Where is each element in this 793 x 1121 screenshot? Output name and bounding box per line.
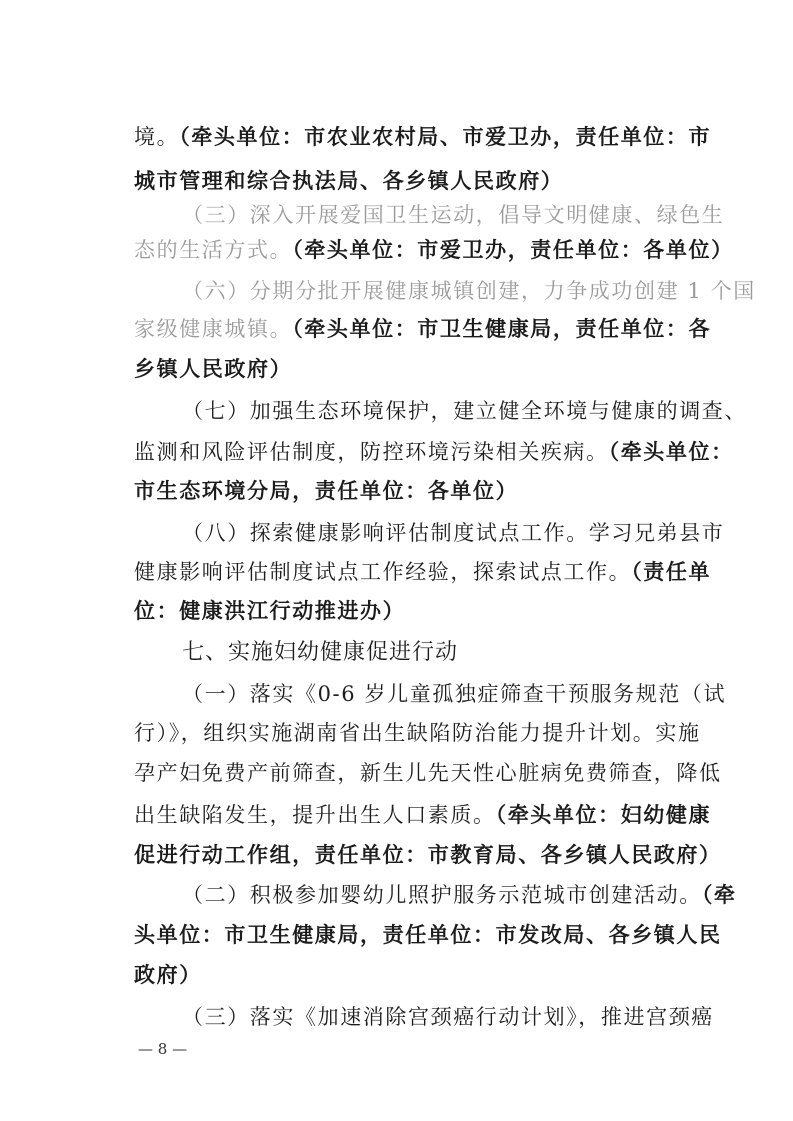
page-number: — 8 — xyxy=(138,1040,188,1058)
text-line xyxy=(182,276,756,306)
text-line xyxy=(134,596,694,626)
text-plain: （二）积极参加婴幼儿照护服务示范城市创建活动。 xyxy=(182,883,702,907)
text-bold: （责任单 xyxy=(631,559,712,584)
text-line xyxy=(134,235,734,265)
text-bold: 乡镇人民政府） xyxy=(134,356,293,381)
text-line xyxy=(134,476,694,506)
text-line xyxy=(182,1002,714,1032)
text-line xyxy=(182,396,747,426)
text-line xyxy=(134,960,694,990)
text-bold: 促进行动工作组，责任单位：市教育局、各乡镇人民政府） xyxy=(134,842,722,867)
text-line xyxy=(182,679,727,709)
text-plain: 监测和风险评估制度，防控环境污染相关疾病。 xyxy=(134,440,609,464)
text-bold: 市生态环境分局，责任单位：各单位） xyxy=(134,478,519,503)
text-line xyxy=(134,718,701,748)
text-faint: 家级健康城镇。 xyxy=(134,317,293,341)
text-bold: （牵头单位：市卫生健康局，责任单位：各 xyxy=(292,316,712,341)
text-plain: 出生缺陷发生，提升出生人口素质。 xyxy=(134,803,496,827)
text-line xyxy=(182,880,737,910)
text-line xyxy=(182,518,725,548)
text-plain: 健康影响评估制度试点工作经验，探索试点工作。 xyxy=(134,560,632,584)
text-plain: （七）加强生态环境保护，建立健全环境与健康的调查、 xyxy=(182,399,747,423)
text-line xyxy=(134,758,722,788)
text-plain: 孕产妇免费产前筛查，新生儿先天性心脏病免费筛查，降低 xyxy=(134,761,722,785)
text-line xyxy=(134,557,712,587)
text-bold: 头单位：市卫生健康局，责任单位：市发改局、各乡镇人民 xyxy=(134,922,722,947)
text-bold: 位：健康洪江行动推进办） xyxy=(134,598,406,623)
text-line xyxy=(134,122,712,152)
text-plain: （八）探索健康影响评估制度试点工作。学习兄弟县市 xyxy=(182,521,725,545)
text-bold: 政府） xyxy=(134,962,202,987)
text-line xyxy=(134,840,722,870)
text-line xyxy=(182,200,725,230)
text-plain: （一）落实《0-6 岁儿童孤独症筛查干预服务规范（试 xyxy=(182,682,727,706)
text-line xyxy=(134,800,712,830)
text-faint: 态的生活方式。 xyxy=(134,238,293,262)
text-line xyxy=(134,920,722,950)
text-line xyxy=(134,166,694,196)
heading-text: 七、实施妇幼健康促进行动 xyxy=(182,640,459,665)
text-line xyxy=(134,437,734,467)
text-bold: （牵头单位： xyxy=(608,439,734,464)
section-heading xyxy=(182,638,702,668)
text-line xyxy=(134,314,712,344)
text-faint: （六）分期分批开展健康城镇创建，力争成功创建 1 个国 xyxy=(182,279,756,303)
text-plain: 境。 xyxy=(134,125,180,149)
text-bold: （牵头单位：妇幼健康 xyxy=(495,802,712,827)
text-bold: （牵头单位：市农业农村局、市爱卫办，责任单位：市 xyxy=(179,124,712,149)
text-bold: （牵 xyxy=(701,882,737,907)
text-bold: 城市管理和综合执法局、各乡镇人民政府） xyxy=(134,168,564,193)
text-faint: （三）深入开展爱国卫生运动，倡导文明健康、绿色生 xyxy=(182,203,725,227)
text-plain: （三）落实《加速消除宫颈癌行动计划》，推进宫颈癌 xyxy=(182,1005,714,1029)
text-bold: （牵头单位：市爱卫办，责任单位：各单位） xyxy=(292,237,734,262)
text-plain: 行）》，组织实施湖南省出生缺陷防治能力提升计划。实施 xyxy=(134,721,701,745)
text-line xyxy=(134,354,694,384)
